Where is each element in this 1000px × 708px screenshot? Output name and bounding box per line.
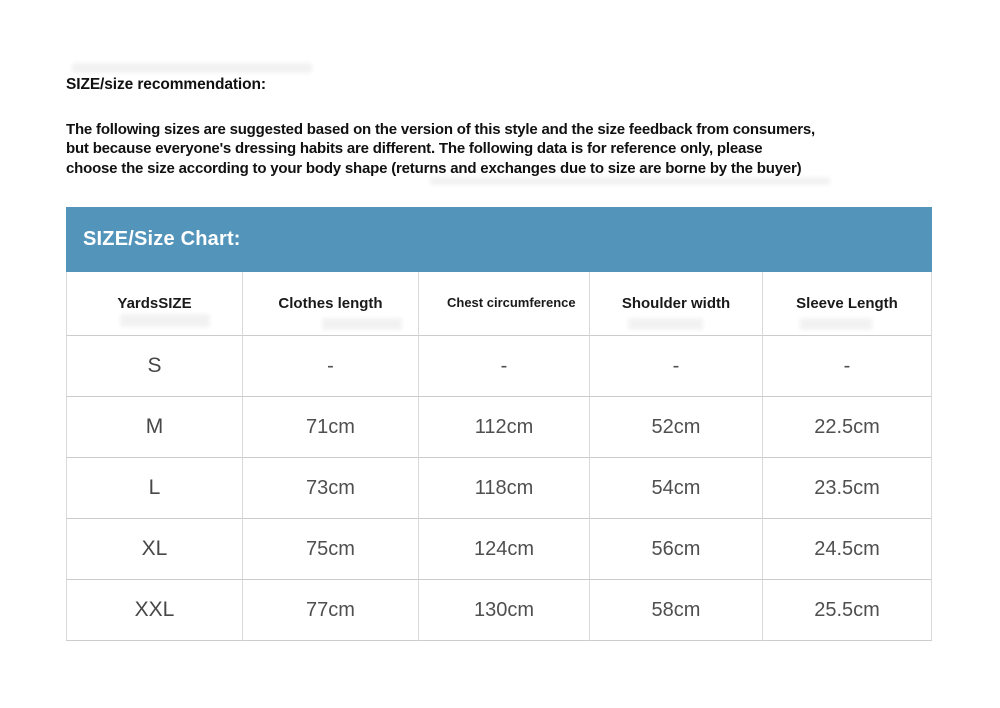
value-cell: 52cm bbox=[590, 397, 763, 458]
column-header-clothes-length: Clothes length bbox=[243, 272, 419, 336]
value-cell: 22.5cm bbox=[763, 397, 932, 458]
value-cell: 25.5cm bbox=[763, 580, 932, 641]
value-cell: 124cm bbox=[419, 519, 590, 580]
column-header-sleeve-length: Sleeve Length bbox=[763, 272, 932, 336]
paragraph-line: The following sizes are suggested based on the version of this style and the size feedback from consumers, bbox=[66, 121, 815, 138]
table-row bbox=[66, 458, 932, 519]
value-cell: 112cm bbox=[419, 397, 590, 458]
artifact-smudge bbox=[72, 63, 312, 73]
artifact-smudge bbox=[120, 314, 210, 327]
table-row bbox=[66, 397, 932, 458]
size-chart-section bbox=[66, 207, 932, 641]
value-cell: 56cm bbox=[590, 519, 763, 580]
page-title: SIZE/size recommendation: bbox=[66, 76, 266, 93]
column-header-size: YardsSIZE bbox=[66, 272, 243, 336]
value-cell: - bbox=[419, 336, 590, 397]
value-cell: 24.5cm bbox=[763, 519, 932, 580]
value-cell: 23.5cm bbox=[763, 458, 932, 519]
artifact-smudge bbox=[628, 318, 703, 330]
value-cell: - bbox=[243, 336, 419, 397]
paragraph-line: but because everyone's dressing habits are different. The following data is for reference only, please bbox=[66, 140, 763, 158]
table-row bbox=[66, 580, 932, 641]
size-chart-banner bbox=[66, 207, 932, 272]
artifact-smudge bbox=[800, 318, 872, 330]
size-cell: S bbox=[66, 336, 243, 397]
size-cell: XL bbox=[66, 519, 243, 580]
size-disclaimer-paragraph bbox=[66, 120, 946, 178]
artifact-smudge bbox=[430, 177, 830, 185]
value-cell: 73cm bbox=[243, 458, 419, 519]
table-row bbox=[66, 336, 932, 397]
value-cell: - bbox=[763, 336, 932, 397]
value-cell: 54cm bbox=[590, 458, 763, 519]
value-cell: 77cm bbox=[243, 580, 419, 641]
value-cell: 75cm bbox=[243, 519, 419, 580]
value-cell: 118cm bbox=[419, 458, 590, 519]
size-cell: L bbox=[66, 458, 243, 519]
artifact-smudge bbox=[322, 318, 402, 330]
value-cell: 58cm bbox=[590, 580, 763, 641]
size-cell: XXL bbox=[66, 580, 243, 641]
paragraph-line: choose the size according to your body shape (returns and exchanges due to size are borne by the buyer) bbox=[66, 159, 802, 177]
size-chart-title: SIZE/Size Chart: bbox=[83, 228, 241, 250]
value-cell: 130cm bbox=[419, 580, 590, 641]
value-cell: - bbox=[590, 336, 763, 397]
column-header-shoulder-width: Shoulder width bbox=[590, 272, 763, 336]
value-cell: 71cm bbox=[243, 397, 419, 458]
size-cell: M bbox=[66, 397, 243, 458]
column-header-chest-circumference: Chest circumference bbox=[419, 272, 590, 336]
table-row bbox=[66, 519, 932, 580]
